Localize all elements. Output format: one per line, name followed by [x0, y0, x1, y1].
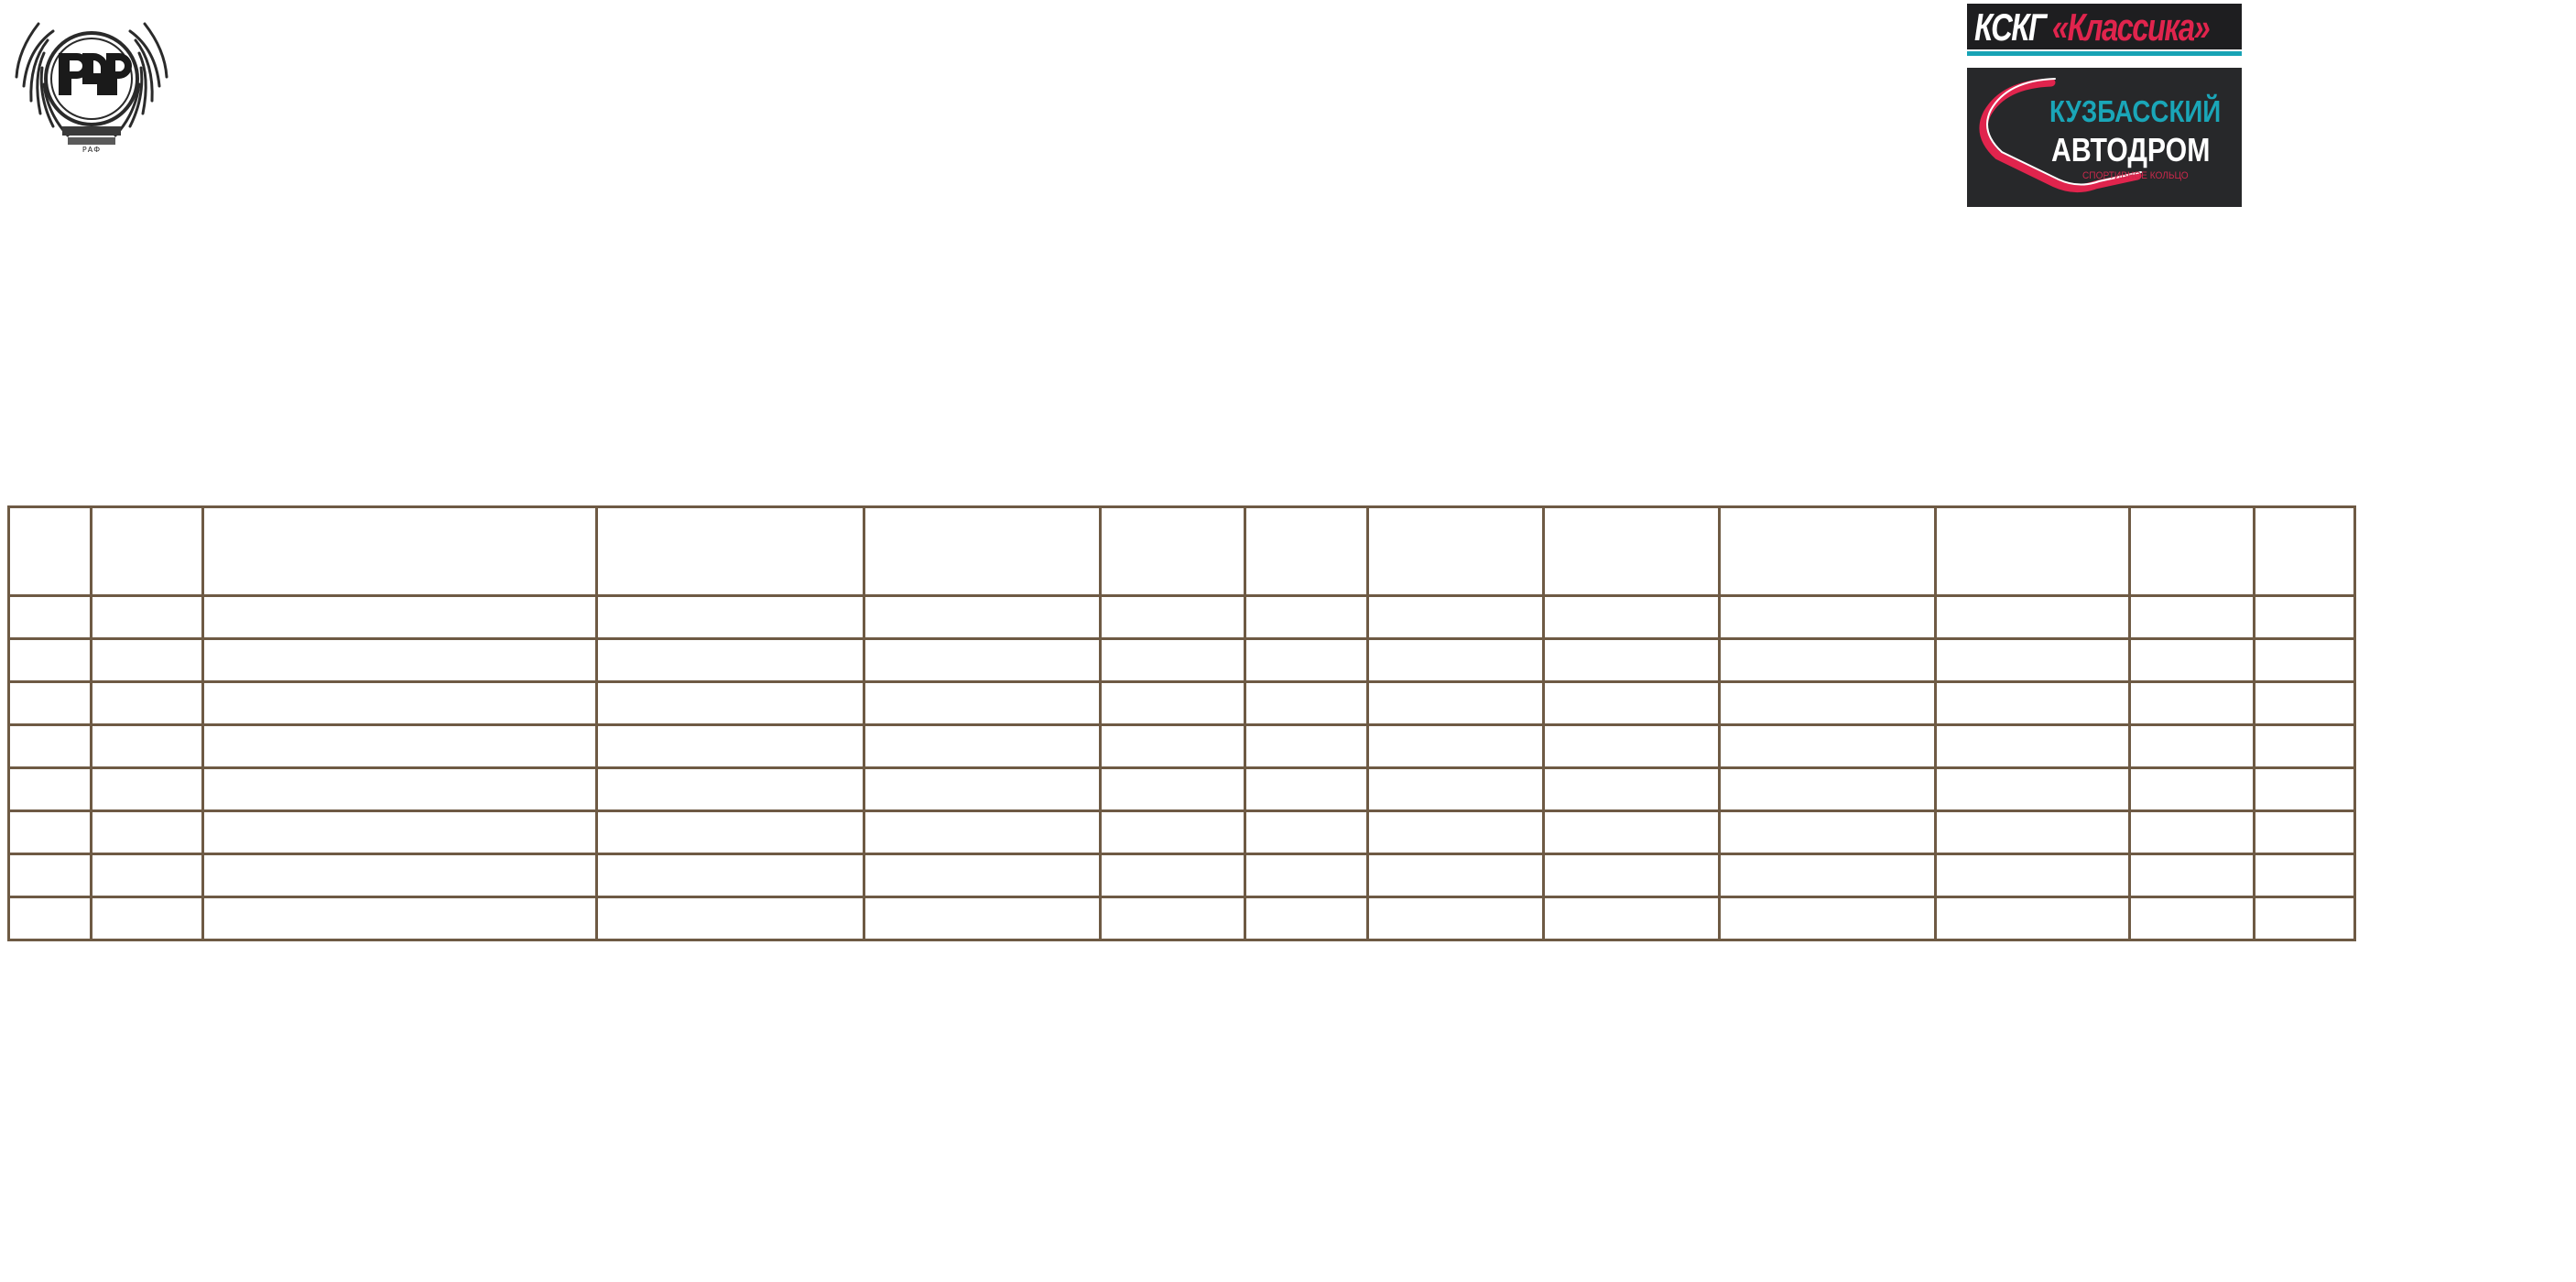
- table-cell: [597, 768, 864, 811]
- table-cell: [92, 725, 203, 768]
- table-cell: [203, 639, 597, 682]
- table-cell: [9, 682, 92, 725]
- table-cell: [1720, 768, 1936, 811]
- table-cell: [1368, 725, 1544, 768]
- table-cell: [2255, 596, 2355, 639]
- table-header-cell: [2255, 507, 2355, 596]
- table-cell: [1544, 596, 1720, 639]
- table-cell: [92, 596, 203, 639]
- table-cell: [597, 725, 864, 768]
- table-cell: [1936, 639, 2130, 682]
- table-cell: [2130, 768, 2255, 811]
- kskg-klassika-logo: [1967, 4, 2242, 56]
- table-cell: [864, 639, 1101, 682]
- table-cell: [1936, 811, 2130, 854]
- table-cell: [9, 897, 92, 940]
- table-cell: [1245, 682, 1368, 725]
- table-row: [9, 725, 2355, 768]
- table-cell: [2130, 639, 2255, 682]
- table-cell: [9, 811, 92, 854]
- table-cell: [2255, 639, 2355, 682]
- table-cell: [1101, 596, 1245, 639]
- table-cell: [1936, 596, 2130, 639]
- table-cell: [92, 811, 203, 854]
- table-header-cell: [1101, 507, 1245, 596]
- table-cell: [1544, 897, 1720, 940]
- table-cell: [1368, 768, 1544, 811]
- table-cell: [597, 897, 864, 940]
- table-cell: [1544, 682, 1720, 725]
- table-cell: [1245, 897, 1368, 940]
- table-cell: [1720, 682, 1936, 725]
- table-header-cell: [92, 507, 203, 596]
- table-cell: [92, 768, 203, 811]
- table-cell: [2130, 725, 2255, 768]
- table-row: [9, 897, 2355, 940]
- table-cell: [1936, 854, 2130, 897]
- table-cell: [9, 854, 92, 897]
- table-cell: [1101, 682, 1245, 725]
- table-header-cell: [597, 507, 864, 596]
- table-cell: [864, 897, 1101, 940]
- table-cell: [1544, 639, 1720, 682]
- table-row: [9, 811, 2355, 854]
- table-row: [9, 596, 2355, 639]
- table-cell: [203, 854, 597, 897]
- table-cell: [203, 811, 597, 854]
- table-cell: [864, 682, 1101, 725]
- table-cell: [2255, 725, 2355, 768]
- table-cell: [1936, 682, 2130, 725]
- table-cell: [1368, 682, 1544, 725]
- table-cell: [1101, 811, 1245, 854]
- table-cell: [1368, 897, 1544, 940]
- table-header-cell: [1544, 507, 1720, 596]
- sport-ring-subtitle: СПОРТИВНОЕ КОЛЬЦО: [2082, 170, 2189, 181]
- table-cell: [2130, 811, 2255, 854]
- table-cell: [1368, 596, 1544, 639]
- table-cell: [203, 725, 597, 768]
- table-cell: [864, 854, 1101, 897]
- table-cell: [1544, 768, 1720, 811]
- table-cell: [9, 596, 92, 639]
- table-cell: [1245, 854, 1368, 897]
- table-row: [9, 854, 2355, 897]
- table-cell: [1936, 768, 2130, 811]
- table-cell: [2130, 854, 2255, 897]
- table-cell: [597, 596, 864, 639]
- table-cell: [1101, 897, 1245, 940]
- table-cell: [1245, 639, 1368, 682]
- table-row: [9, 639, 2355, 682]
- table-cell: [597, 811, 864, 854]
- results-table-body: [9, 507, 2355, 940]
- table-cell: [1101, 725, 1245, 768]
- table-cell: [1936, 897, 2130, 940]
- kuzbass-autodrom-logo: [1967, 68, 2242, 207]
- table-cell: [1720, 639, 1936, 682]
- table-cell: [1544, 725, 1720, 768]
- table-cell: [597, 639, 864, 682]
- table-header-cell: [2130, 507, 2255, 596]
- raaf-emblem-icon: [11, 13, 172, 156]
- table-header-cell: [1245, 507, 1368, 596]
- table-header-row: [9, 507, 2355, 596]
- table-cell: [2255, 682, 2355, 725]
- table-cell: [1245, 596, 1368, 639]
- table-cell: [2130, 596, 2255, 639]
- results-table: [7, 505, 2356, 941]
- table-cell: [1245, 811, 1368, 854]
- table-cell: [864, 725, 1101, 768]
- raaf-logo: [11, 13, 172, 156]
- kskg-name: «Классика»: [2051, 5, 2210, 49]
- table-cell: [2255, 854, 2355, 897]
- table-cell: [1245, 725, 1368, 768]
- table-header-cell: [203, 507, 597, 596]
- table-cell: [92, 897, 203, 940]
- table-header-cell: [1936, 507, 2130, 596]
- table-header-cell: [1368, 507, 1544, 596]
- table-cell: [9, 639, 92, 682]
- table-cell: [2130, 682, 2255, 725]
- table-header-cell: [9, 507, 92, 596]
- table-cell: [1544, 854, 1720, 897]
- table-cell: [597, 682, 864, 725]
- table-cell: [92, 854, 203, 897]
- table-cell: [2255, 897, 2355, 940]
- table-cell: [2130, 897, 2255, 940]
- table-cell: [92, 639, 203, 682]
- kskg-abbr: КСКГ: [1974, 5, 2046, 49]
- table-cell: [1720, 897, 1936, 940]
- table-cell: [203, 897, 597, 940]
- table-cell: [1101, 639, 1245, 682]
- table-cell: [203, 596, 597, 639]
- table-cell: [1936, 725, 2130, 768]
- table-cell: [597, 854, 864, 897]
- table-cell: [1368, 639, 1544, 682]
- table-cell: [2255, 811, 2355, 854]
- autodrom-title: АВТОДРОМ: [2051, 131, 2211, 168]
- table-cell: [9, 725, 92, 768]
- table-cell: [864, 811, 1101, 854]
- table-row: [9, 768, 2355, 811]
- table-cell: [92, 682, 203, 725]
- logo-teal-stripe: [1967, 51, 2242, 56]
- kskg-logo-text: [1974, 5, 2209, 49]
- table-cell: [203, 768, 597, 811]
- table-cell: [1720, 725, 1936, 768]
- table-header-cell: [864, 507, 1101, 596]
- table-header-cell: [1720, 507, 1936, 596]
- table-cell: [1101, 854, 1245, 897]
- kuzbass-title: КУЗБАССКИЙ: [2049, 94, 2222, 128]
- table-cell: [1720, 854, 1936, 897]
- table-cell: [864, 596, 1101, 639]
- table-cell: [1720, 596, 1936, 639]
- table-cell: [1101, 768, 1245, 811]
- table-cell: [2255, 768, 2355, 811]
- table-cell: [1720, 811, 1936, 854]
- svg-text:РАФ: РАФ: [82, 146, 102, 154]
- table-cell: [1368, 811, 1544, 854]
- table-cell: [1245, 768, 1368, 811]
- table-row: [9, 682, 2355, 725]
- table-cell: [1368, 854, 1544, 897]
- table-cell: [9, 768, 92, 811]
- table-cell: [203, 682, 597, 725]
- table-cell: [1544, 811, 1720, 854]
- table-cell: [864, 768, 1101, 811]
